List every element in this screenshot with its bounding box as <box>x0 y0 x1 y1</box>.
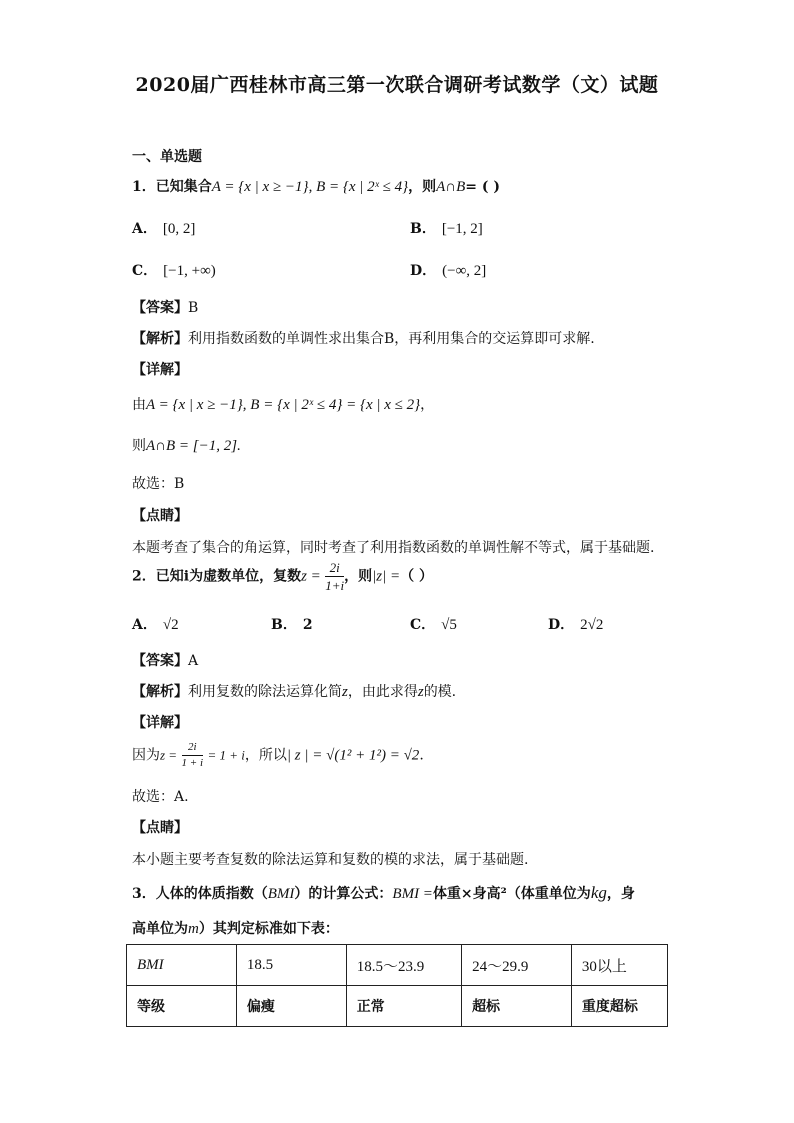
bmi-table-row <box>127 986 668 1027</box>
q2-detail-den: 1 + i <box>181 757 204 769</box>
q3-bmi: BMI <box>267 886 295 902</box>
q2-stem <box>132 561 433 592</box>
q1-option-a-label: A． <box>132 221 157 237</box>
q1-answer <box>132 297 198 317</box>
q2-option-b-text: 2 <box>302 617 313 633</box>
q2-option-a-label: A． <box>132 617 157 633</box>
q2-answer <box>132 650 198 670</box>
q2-detail-tag: 【详解】 <box>132 715 188 731</box>
q2-option-c <box>410 614 457 634</box>
q1-option-d-text: (−∞, 2] <box>442 263 487 279</box>
q2-detail-z: z = <box>160 747 178 763</box>
q3-stem-b: ）的计算公式： <box>294 886 393 902</box>
q1-answer-value: B <box>188 300 199 316</box>
q3-formula: BMI = <box>392 886 433 902</box>
bmi-table-cell: 等级 <box>127 986 237 1027</box>
q2-option-d-text: 2√2 <box>580 617 604 633</box>
q2-option-d-label: D． <box>548 617 575 633</box>
bmi-cell-text: 18.5 <box>246 956 274 973</box>
q1-stem: 1．已知集合A = {x | x ≥ −1}, B = {x | 2ˣ ≤ 4}，则A∩B= ( ) <box>132 179 500 195</box>
section-heading: 一、单选题 <box>132 149 202 165</box>
bmi-table-cell: 重度超标 <box>571 986 667 1027</box>
q1-answer-tag: 【答案】 <box>132 300 188 316</box>
q1-choose: 故选：B <box>132 476 185 492</box>
q3-stem-line1 <box>132 883 635 903</box>
q1-detail-math: A = {x | x ≥ −1}, B = {x | 2ˣ ≤ 4} = {x | x ≤ 2} <box>146 397 421 413</box>
q3-stem-a: 人体的体质指数（ <box>155 886 268 902</box>
q2-detail-abs: | z | = √(1² + 1²) = √2 <box>286 747 420 764</box>
bmi-cell-text: 24～29.9 <box>472 958 529 975</box>
q2-analysis <box>132 681 456 701</box>
q2-detail-mid: ，所以 <box>244 747 287 764</box>
q1-expr: A∩B <box>436 179 466 195</box>
q1-option-b-text: [−1, 2] <box>441 221 483 237</box>
bmi-table-cell: 偏瘦 <box>236 986 346 1027</box>
q1-detail-line1 <box>132 394 434 414</box>
bmi-table-cell <box>346 945 461 986</box>
q2-answer-value: A <box>188 653 199 669</box>
q2-stem-prefix: 已知i为虚数单位，复数 <box>155 568 302 585</box>
q1-analysis-text: 利用指数函数的单调性求出集合B，再利用集合的交运算即可求解. <box>188 331 595 347</box>
bmi-table-cell <box>127 945 237 986</box>
q1-stem-prefix: 已知集合 <box>155 179 212 195</box>
bmi-table-cell: 超标 <box>462 986 572 1027</box>
q1-set-b: B = {x | 2ˣ ≤ 4} <box>316 179 409 195</box>
bmi-table-cell: 正常 <box>346 986 461 1027</box>
q2-frac-num: 2i <box>325 561 344 577</box>
q3-stem-line2 <box>132 918 339 938</box>
q1-option-d-label: D． <box>410 263 437 279</box>
q2-analysis-a: 利用复数的除法运算化简 <box>188 684 342 700</box>
q2-comment: 本小题主要考查复数的除法运算和复数的模的求法，属于基础题. <box>132 852 529 868</box>
bmi-table <box>126 944 668 1027</box>
q2-detail-end: . <box>419 747 424 764</box>
bmi-table-cell <box>462 945 572 986</box>
bmi-table-cell <box>571 945 667 986</box>
bmi-cell-text: BMI <box>137 956 164 973</box>
q2-detail-eq: = 1 + i <box>207 747 245 763</box>
q2-option-c-text: √5 <box>441 617 457 633</box>
q1-comment-tag: 【点睛】 <box>132 508 188 524</box>
q1-option-c-text: [−1, +∞) <box>163 263 216 279</box>
q1-detail2-math: A∩B = [−1, 2]. <box>146 438 241 454</box>
q2-analysis-tag: 【解析】 <box>132 684 188 700</box>
bmi-cell-text: 30以上 <box>581 958 627 975</box>
q2-option-b <box>271 614 313 634</box>
q1-set-a: A = {x | x ≥ −1} <box>211 179 309 195</box>
bmi-cell-text: 18.5～23.9 <box>356 958 425 975</box>
q1-option-a <box>132 218 195 238</box>
q1-detail-prefix: 由 <box>132 397 146 413</box>
q2-option-c-label: C． <box>410 617 436 633</box>
q2-number: 2． <box>132 568 156 585</box>
q2-stem-suffix: ，则 <box>344 568 373 585</box>
q2-analysis-c: 的模. <box>423 684 457 700</box>
q1-comment: 本题考查了集合的角运算，同时考查了利用指数函数的单调性解不等式，属于基础题. <box>132 540 655 556</box>
q2-option-a-text: √2 <box>162 617 179 633</box>
q2-fraction <box>325 561 344 592</box>
q2-comment-tag: 【点睛】 <box>132 820 188 836</box>
q1-detail-suffix: ， <box>420 397 435 413</box>
bmi-table-row <box>127 945 668 986</box>
q3-formula-text: 体重×身高²（体重单位为 <box>432 886 591 902</box>
q2-option-b-label: B． <box>271 617 297 633</box>
q2-frac-den: 1+i <box>325 578 345 593</box>
q2-abs: |z| = <box>372 568 401 585</box>
q1-option-c-label: C． <box>132 263 158 279</box>
q1-option-c <box>132 260 216 280</box>
q2-analysis-var2: z <box>417 684 424 700</box>
q2-detail-prefix: 因为 <box>132 747 160 764</box>
q1-detail-line2 <box>132 435 241 455</box>
q2-choose: 故选：A. <box>132 789 189 805</box>
q1-option-b <box>410 218 483 238</box>
q1-option-d <box>410 260 486 280</box>
q2-detail-line <box>132 742 424 769</box>
q1-stem-suffix: ，则 <box>408 179 437 195</box>
q2-analysis-b: ，由此求得 <box>347 684 418 700</box>
q3-stem-line2-a: 高单位为 <box>132 921 188 937</box>
q2-analysis-var: z <box>342 684 348 700</box>
q2-option-a <box>132 614 179 634</box>
q2-option-d <box>548 614 603 634</box>
q1-option-a-text: [0, 2] <box>162 221 196 237</box>
q2-z-eq: z = <box>301 568 321 585</box>
q3-stem-c: ，身 <box>606 886 635 902</box>
q2-detail-fraction <box>182 742 203 769</box>
q1-stem-end: = ( ) <box>465 179 500 195</box>
q3-unit-kg: kg <box>590 883 607 902</box>
q2-answer-tag: 【答案】 <box>132 653 188 669</box>
q1-analysis-tag: 【解析】 <box>132 331 188 347</box>
q1-detail2-prefix: 则 <box>132 438 146 454</box>
page-title: 2020届广西桂林市高三第一次联合调研考试数学（文）试题 <box>135 74 659 96</box>
q2-stem-end: （ ） <box>400 568 433 585</box>
q3-unit-m: m <box>188 921 199 937</box>
q2-detail-num: 2i <box>182 742 203 756</box>
q1-number: 1． <box>132 179 156 195</box>
bmi-table-cell <box>236 945 346 986</box>
q3-stem-line2-b: ）其判定标准如下表： <box>198 921 339 937</box>
q1-option-b-label: B． <box>410 221 436 237</box>
q1-analysis <box>132 328 595 348</box>
q1-detail-tag: 【详解】 <box>132 362 188 378</box>
q3-number: 3． <box>132 886 156 902</box>
